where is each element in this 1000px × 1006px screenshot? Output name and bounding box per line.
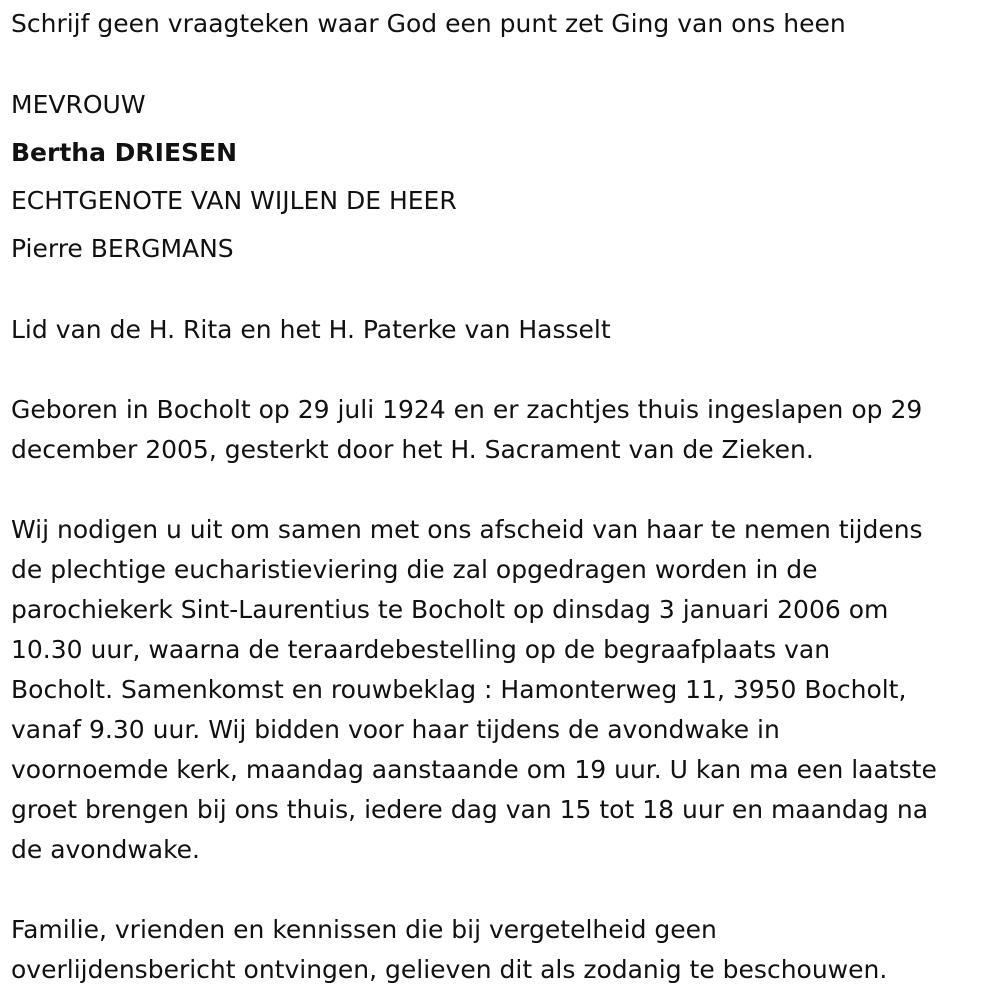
invitation-paragraph [11, 510, 993, 870]
motto-line: Schrijf geen vraagteken waar God een punt zet Ging van ons heen [11, 9, 846, 38]
paragraph-line: voornoemde kerk, maandag aanstaande om 19 uur. U kan ma een laatste [11, 755, 937, 784]
notice-paragraph [11, 910, 993, 990]
paragraph-line: Bocholt. Samenkomst en rouwbeklag : Hamonterweg 11, 3950 Bocholt, [11, 675, 907, 704]
paragraph-line: overlijdensbericht ontvingen, gelieven dit als zodanig te beschouwen. [11, 955, 888, 984]
birth-paragraph [11, 390, 993, 470]
paragraph-line: december 2005, gesterkt door het H. Sacrament van de Zieken. [11, 435, 814, 464]
paragraph-line: Geboren in Bocholt op 29 juli 1924 en er zachtjes thuis ingeslapen op 29 [11, 395, 923, 424]
paragraph-line: groet brengen bij ons thuis, iedere dag van 15 tot 18 uur en maandag na [11, 795, 929, 824]
relation-line: ECHTGENOTE VAN WIJLEN DE HEER [11, 186, 457, 215]
paragraph-line: vanaf 9.30 uur. Wij bidden voor haar tijdens de avondwake in [11, 715, 780, 744]
paragraph-line: Wij nodigen u uit om samen met ons afscheid van haar te nemen tijdens [11, 515, 923, 544]
paragraph-line: parochiekerk Sint-Laurentius te Bocholt op dinsdag 3 januari 2006 om [11, 595, 889, 624]
membership-line: Lid van de H. Rita en het H. Paterke van Hasselt [11, 315, 611, 344]
paragraph-line: Familie, vrienden en kennissen die bij vergetelheid geen [11, 915, 717, 944]
spouse-name: Pierre BERGMANS [11, 234, 234, 263]
deceased-name: Bertha DRIESEN [11, 138, 238, 167]
paragraph-line: de avondwake. [11, 835, 201, 864]
title-line: MEVROUW [11, 90, 146, 119]
paragraph-line: 10.30 uur, waarna de teraardebestelling op de begraafplaats van [11, 635, 831, 664]
paragraph-line: de plechtige eucharistieviering die zal opgedragen worden in de [11, 555, 818, 584]
